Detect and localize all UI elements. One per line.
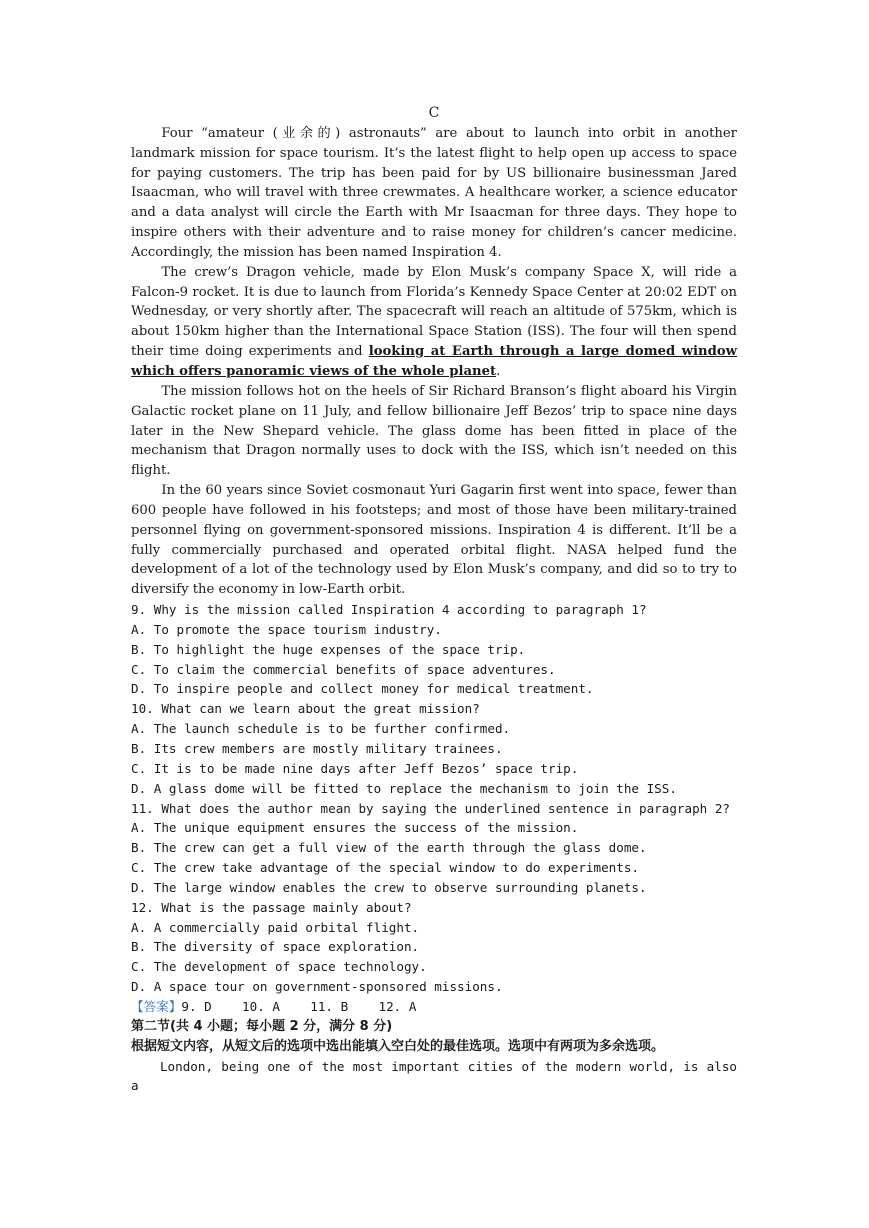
paragraph-3: The mission follows hot on the heels of Sir Richard Branson’s flight aboard his Virgin Galactic rocket plane on 11 July, and fellow billionaire Jeff Bezos’ trip to space nine days later in the New Shepard vehicle. The glass dome has been fitted in place of the mechanism that Dragon normally uses to dock with the ISS, which isn’t needed on this flight.: [131, 383, 737, 479]
option-c: C. To claim the commercial benefits of space adventures.: [131, 661, 556, 677]
document-page: [131, 104, 737, 1096]
next-passage-start: London, being one of the most important cities of the modern world, is also a: [131, 1058, 737, 1094]
question-block-9: [131, 600, 737, 699]
question-block-12: [131, 898, 737, 997]
paragraph-2: [131, 263, 737, 382]
option-b: B. To highlight the huge expenses of the space trip.: [131, 641, 526, 657]
option-c: C. The crew take advantage of the special window to do experiments.: [131, 860, 639, 876]
paragraph-4: In the 60 years since Soviet cosmonaut Yuri Gagarin first went into space, fewer than 600 people have followed in his footsteps; and most of those have been military-trained personnel flying on government-sponsored missions. Inspiration 4 is different. It’ll be a fully commercially purchased and operated orbital flight. NASA helped fund the development of a lot of the technology used by Elon Musk’s company, and did so to try to diversify the economy in low-Earth orbit.: [131, 483, 737, 598]
option-a: A. The unique equipment ensures the success of the mission.: [131, 820, 579, 836]
question-stem: 11. What does the author mean by saying the underlined sentence in paragraph 2?: [131, 800, 730, 816]
answer-line: [131, 997, 737, 1017]
answer-text: 9. D 10. A 11. B 12. A: [181, 998, 417, 1014]
option-d: D. A glass dome will be fitted to replace the mechanism to join the ISS.: [131, 780, 677, 796]
option-d: D. To inspire people and collect money for medical treatment.: [131, 681, 594, 697]
question-stem: 9. Why is the mission called Inspiration 4 according to paragraph 1?: [131, 602, 647, 618]
option-d: D. A space tour on government-sponsored missions.: [131, 979, 503, 995]
paragraph-2-text: The crew’s Dragon vehicle, made by Elon Musk’s company Space X, will ride a Falcon-9 rocket. It is due to launch from Florida’s Kennedy Space Center at 20:02 EDT on Wednesday, or very shortly after. The spacecraft will reach an altitude of 575km, which is about 150km higher than the International Space Station (ISS). The four will then spend their time doing experiments and: [131, 264, 737, 360]
question-block-10: [131, 699, 737, 798]
option-c: C. The development of space technology.: [131, 959, 427, 975]
option-b: B. Its crew members are mostly military trainees.: [131, 741, 503, 756]
question-block-11: [131, 799, 737, 898]
section-instruction: 根据短文内容，从短文后的选项中选出能填入空白处的最佳选项。选项中有两项为多余选项。: [131, 1038, 665, 1054]
option-a: A. A commercially paid orbital flight.: [131, 919, 420, 935]
passage-heading: C: [428, 105, 440, 121]
option-c: C. It is to be made nine days after Jeff Bezos’ space trip.: [131, 760, 579, 776]
question-stem: 10. What can we learn about the great mission?: [131, 701, 480, 717]
option-a: A. The launch schedule is to be further confirmed.: [131, 721, 511, 737]
question-stem: 12. What is the passage mainly about?: [131, 899, 412, 915]
option-d: D. The large window enables the crew to observe surrounding planets.: [131, 879, 647, 895]
section-title: 第二节(共 4 小题；每小题 2 分，满分 8 分): [131, 1018, 393, 1034]
option-b: B. The diversity of space exploration.: [131, 939, 420, 955]
answer-tag: 【答案】: [131, 998, 182, 1014]
option-b: B. The crew can get a full view of the earth through the glass dome.: [131, 840, 647, 856]
paragraph-2-end: .: [496, 363, 501, 379]
underlined-sentence: looking at Earth through a large domed window which offers panoramic views of the whole planet: [131, 344, 738, 379]
option-a: A. To promote the space tourism industry.: [131, 621, 442, 637]
paragraph-1: Four “amateur (业余的) astronauts” are about to launch into orbit in another landmark mission for space tourism. It’s the latest flight to help open up access to space for paying customers. The trip has been paid for by US billionaire businessman Jared Isaacman, who will travel with three crewmates. A healthcare worker, a science educator and a data analyst will circle the Earth with Mr Isaacman for three days. They hope to inspire others with their adventure and to raise money for children’s cancer medicine. Accordingly, the mission has been named Inspiration 4.: [131, 125, 737, 260]
